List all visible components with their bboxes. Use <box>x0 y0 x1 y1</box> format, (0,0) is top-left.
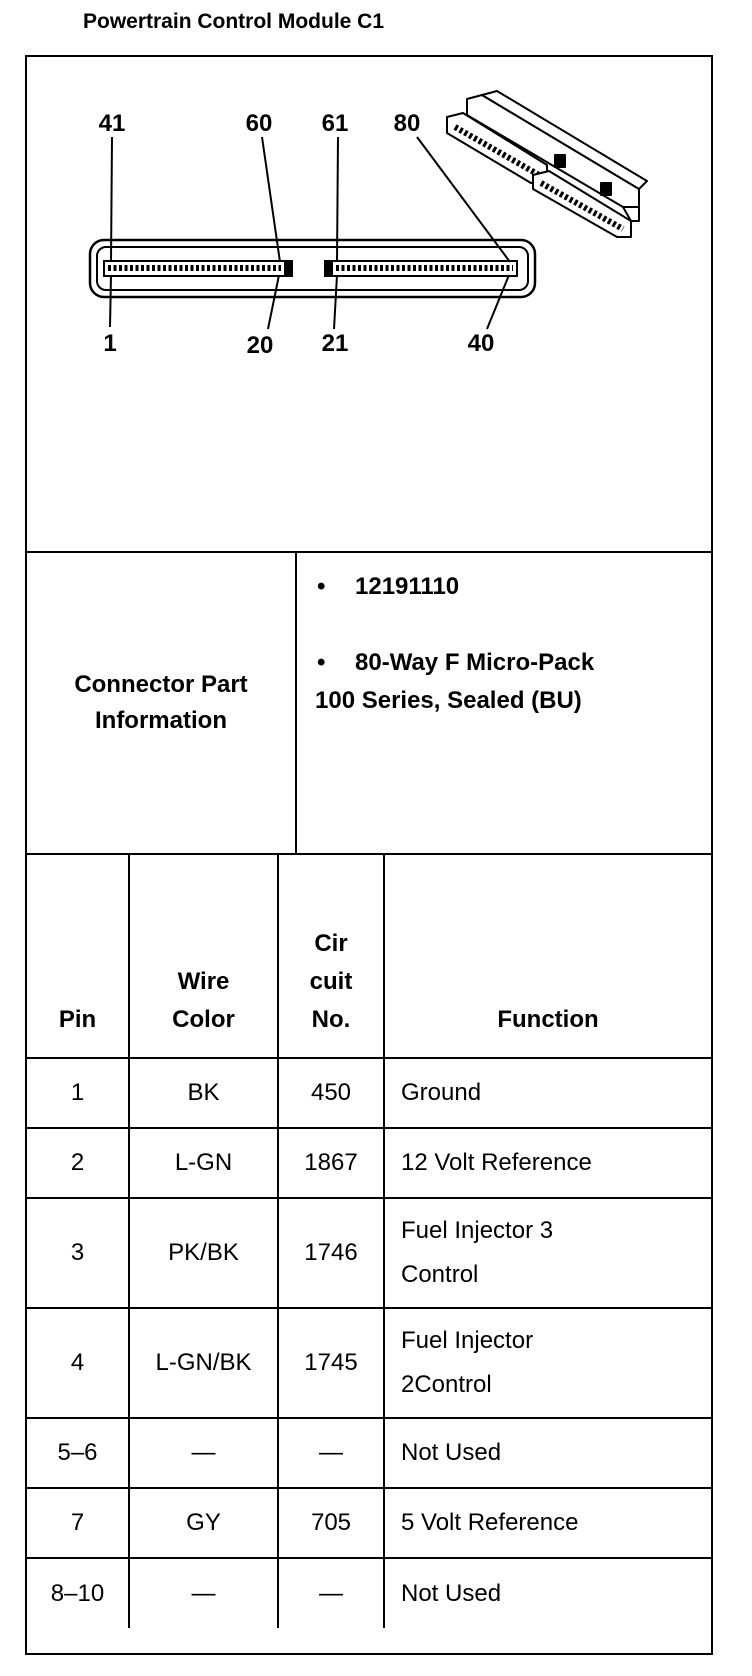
cell-circuit: — <box>278 1418 384 1488</box>
cell-pin: 2 <box>27 1128 129 1198</box>
cell-pin: 1 <box>27 1058 129 1128</box>
part-number: 12191110 <box>355 573 460 600</box>
pin-label-60: 60 <box>245 110 273 137</box>
cell-circuit: — <box>278 1558 384 1628</box>
connector-part-info <box>297 553 711 853</box>
cell-wire-color: PK/BK <box>129 1198 278 1308</box>
table-row <box>27 1558 711 1628</box>
cell-function: Fuel Injector 2Control <box>384 1308 711 1418</box>
connector-description-line2: 100 Series, Sealed (BU) <box>315 687 582 714</box>
table-row <box>27 1198 711 1308</box>
connector-part-section <box>27 551 711 853</box>
pin-label-21: 21 <box>321 330 349 357</box>
table-row <box>27 1308 711 1418</box>
cell-function: Fuel Injector 3 Control <box>384 1198 711 1308</box>
leader-41 <box>111 137 112 262</box>
cell-wire-color: L-GN/BK <box>129 1308 278 1418</box>
cell-circuit: 1867 <box>278 1128 384 1198</box>
connector-description-line1: 80-Way F Micro-Pack <box>355 649 595 676</box>
header-pin: Pin <box>27 854 129 1058</box>
table-row <box>27 1128 711 1198</box>
cell-circuit: 1746 <box>278 1198 384 1308</box>
pin-label-61: 61 <box>321 110 349 137</box>
cell-wire-color: — <box>129 1558 278 1628</box>
header-wire-color: Wire Color <box>129 854 278 1058</box>
cell-function: 12 Volt Reference <box>384 1128 711 1198</box>
table-row <box>27 1488 711 1558</box>
leader-61 <box>337 137 338 262</box>
cell-function: Not Used <box>384 1558 711 1628</box>
cell-pin: 8–10 <box>27 1558 129 1628</box>
page-title: Powertrain Control Module C1 <box>83 10 385 33</box>
bullet-2: • <box>317 649 326 676</box>
connector-part-label-line2: Information <box>94 707 227 734</box>
cell-function: Ground <box>384 1058 711 1128</box>
cell-pin: 4 <box>27 1308 129 1418</box>
key-tab-right <box>324 260 332 277</box>
pin-label-41: 41 <box>98 110 126 137</box>
connector-sheet <box>25 55 713 1655</box>
header-function: Function <box>384 854 711 1058</box>
connector-iso-view <box>447 91 647 237</box>
cell-wire-color: BK <box>129 1058 278 1128</box>
cell-wire-color: GY <box>129 1488 278 1558</box>
pin-label-1: 1 <box>103 330 117 357</box>
cell-pin: 7 <box>27 1488 129 1558</box>
pinout-table <box>27 853 711 1628</box>
table-header-row <box>27 854 711 1058</box>
cell-pin: 5–6 <box>27 1418 129 1488</box>
cell-circuit: 450 <box>278 1058 384 1128</box>
cell-wire-color: L-GN <box>129 1128 278 1198</box>
bullet-1: • <box>317 573 326 600</box>
cell-circuit: 705 <box>278 1488 384 1558</box>
cell-circuit: 1745 <box>278 1308 384 1418</box>
table-row <box>27 1058 711 1128</box>
cell-pin: 3 <box>27 1198 129 1308</box>
pin-label-40: 40 <box>467 330 495 357</box>
connector-drawing <box>27 57 711 551</box>
connector-diagram <box>27 57 711 551</box>
key-tab-left <box>285 260 293 277</box>
leader-1 <box>110 275 111 327</box>
table-row <box>27 1418 711 1488</box>
pin-label-20: 20 <box>246 332 274 359</box>
cell-function: Not Used <box>384 1418 711 1488</box>
header-circuit-no: Cir cuit No. <box>278 854 384 1058</box>
pin-label-80: 80 <box>393 110 421 137</box>
connector-part-label-line1: Connector Part <box>74 671 248 698</box>
cell-wire-color: — <box>129 1418 278 1488</box>
cell-function: 5 Volt Reference <box>384 1488 711 1558</box>
connector-part-label <box>27 553 297 853</box>
